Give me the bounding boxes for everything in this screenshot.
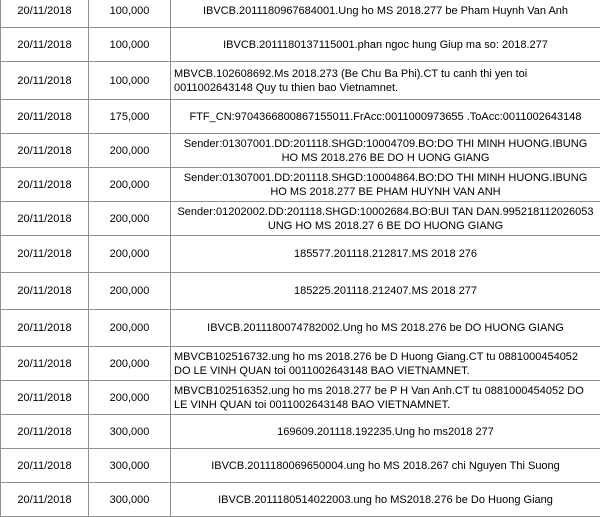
date-cell: 20/11/2018 [1,415,89,449]
table-row [1,310,600,347]
amount-cell: 100,000 [89,28,171,62]
amount-cell: 300,000 [89,449,171,483]
amount-cell: 175,000 [89,100,171,134]
description-cell: Sender:01307001.DD:201118.SHGD:10004864.BO:DO THI MINH HUONG.IBUNG HO MS 2018.277 BE PHAM HUYNH VAN ANH [171,168,600,202]
amount-cell: 200,000 [89,273,171,310]
date-cell: 20/11/2018 [1,202,89,236]
date-cell: 20/11/2018 [1,381,89,415]
date-cell: 20/11/2018 [1,0,89,28]
description-cell: FTF_CN:9704366800867155011.FrAcc:0011000973655 .ToAcc:0011002643148 [171,100,600,134]
amount-cell: 300,000 [89,483,171,517]
date-cell: 20/11/2018 [1,310,89,347]
description-cell: 185225.201118.212407.MS 2018 277 [171,273,600,310]
description-cell: 185577.201118.212817.MS 2018 276 [171,236,600,273]
table-row [1,415,600,449]
table-row [1,381,600,415]
table-row [1,28,600,62]
date-cell: 20/11/2018 [1,347,89,381]
date-cell: 20/11/2018 [1,168,89,202]
amount-cell: 200,000 [89,310,171,347]
table-row [1,449,600,483]
amount-cell: 200,000 [89,134,171,168]
date-cell: 20/11/2018 [1,449,89,483]
amount-cell: 200,000 [89,202,171,236]
table-row [1,134,600,168]
description-cell: IBVCB.2011180137115001.phan ngoc hung Giup ma so: 2018.277 [171,28,600,62]
date-cell: 20/11/2018 [1,62,89,100]
table-row [1,236,600,273]
table-row [1,168,600,202]
description-cell: 169609.201118.192235.Ung ho ms2018 277 [171,415,600,449]
description-cell: MBVCB102516352.ung ho ms 2018.277 be P H Van Anh.CT tu 0881000454052 DO LE VINH QUAN toi 0011002643148 BAO VIETNAMNET. [171,381,600,415]
description-cell: Sender:01202002.DD:201118.SHGD:10002684.BO:BUI TAN DAN.995218112026053 UNG HO MS 2018.27 6 BE DO HUONG GIANG [171,202,600,236]
date-cell: 20/11/2018 [1,236,89,273]
description-cell: IBVCB.2011180514022003.ung ho MS2018.276 be Do Huong Giang [171,483,600,517]
amount-cell: 100,000 [89,0,171,28]
amount-cell: 100,000 [89,62,171,100]
description-cell: IBVCB.2011180967684001.Ung ho MS 2018.277 be Pham Huynh Van Anh [171,0,600,28]
table-row [1,62,600,100]
table-row [1,202,600,236]
amount-cell: 200,000 [89,168,171,202]
amount-cell: 200,000 [89,381,171,415]
description-cell: Sender:01307001.DD:201118.SHGD:10004709.BO:DO THI MINH HUONG.IBUNG HO MS 2018.276 BE DO H UONG GIANG [171,134,600,168]
date-cell: 20/11/2018 [1,100,89,134]
table-row [1,273,600,310]
table-row [1,347,600,381]
description-cell: MBVCB102516732.ung ho ms 2018.276 be D Huong Giang.CT tu 0881000454052 DO LE VINH QUAN toi 0011002643148 BAO VIETNAMNET. [171,347,600,381]
table-row [1,483,600,517]
date-cell: 20/11/2018 [1,28,89,62]
table-row [1,0,600,28]
description-cell: IBVCB.2011180069650004.ung ho MS 2018.267 chi Nguyen Thi Suong [171,449,600,483]
description-cell: MBVCB.102608692.Ms 2018.273 (Be Chu Ba Phi).CT tu canh thi yen toi 0011002643148 Quy tu thien bao Vietnamnet. [171,62,600,100]
amount-cell: 200,000 [89,236,171,273]
description-cell: IBVCB.2011180074782002.Ung ho MS 2018.276 be DO HUONG GIANG [171,310,600,347]
amount-cell: 200,000 [89,347,171,381]
date-cell: 20/11/2018 [1,483,89,517]
amount-cell: 300,000 [89,415,171,449]
date-cell: 20/11/2018 [1,134,89,168]
date-cell: 20/11/2018 [1,273,89,310]
table-row [1,100,600,134]
